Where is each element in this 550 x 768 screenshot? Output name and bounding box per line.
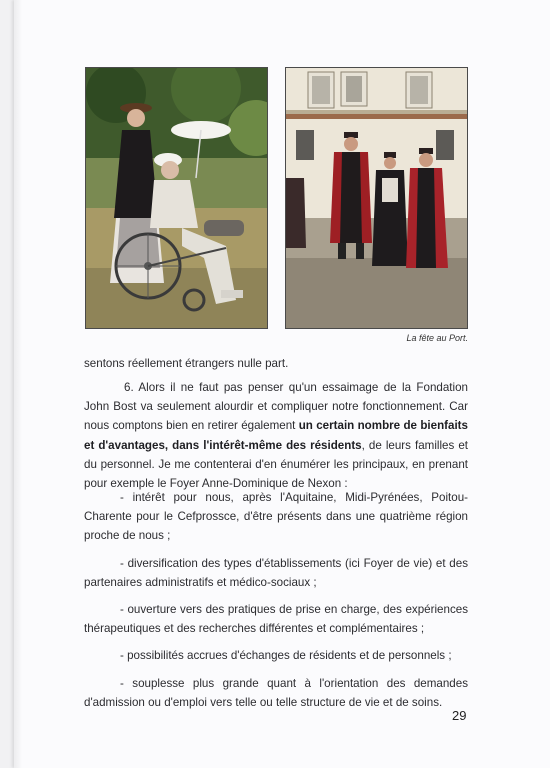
photo-procession-robes: [285, 67, 468, 329]
lead-line: sentons réellement étrangers nulle part.: [84, 357, 289, 370]
photo-festival-wheelchair: [85, 67, 268, 329]
paragraph-6: [84, 378, 468, 493]
bullet-list: [84, 488, 468, 720]
paragraph-6-bold: un certain nombre de bienfaits et d'avantages, dans l'intérêt-même des résidents: [84, 419, 468, 452]
page-edge-shadow: [14, 0, 22, 768]
photo-caption: La fête au Port.: [406, 333, 468, 343]
list-item: - ouverture vers des pratiques de prise en charge, des expériences thérapeutiques et des recherches différentes et complémentaires ;: [84, 603, 468, 636]
list-item: - intérêt pour nous, après l'Aquitaine, Midi-Pyrénées, Poitou-Charente pour le Cefprossce, d'être présents dans une quatrième région proche de nous ;: [84, 491, 468, 543]
list-item: - souplesse plus grande quant à l'orientation des demandes d'admission ou d'emploi vers telle ou telle structure de vie et de soins.: [84, 676, 468, 709]
list-item: - diversification des types d'établissements (ici Foyer de vie) et des partenaires administratifs et médico-sociaux ;: [84, 556, 468, 589]
list-item: - possibilités accrues d'échanges de résidents et de personnels ;: [120, 649, 452, 663]
page-number: 29: [452, 708, 467, 723]
paragraph-6-part2: , de leurs familles et du personnel. Je me contenterai d'en énumérer les principaux, en prenant pour exemple le Foyer Anne-Dominique de Nexon :: [84, 438, 468, 491]
paragraph-6-part1: 6. Alors il ne faut pas penser qu'un essaimage de la Fondation John Bost va seulement alourdir et compliquer notre fonctionnement. Car nous comptons bien en retirer également: [84, 381, 468, 433]
